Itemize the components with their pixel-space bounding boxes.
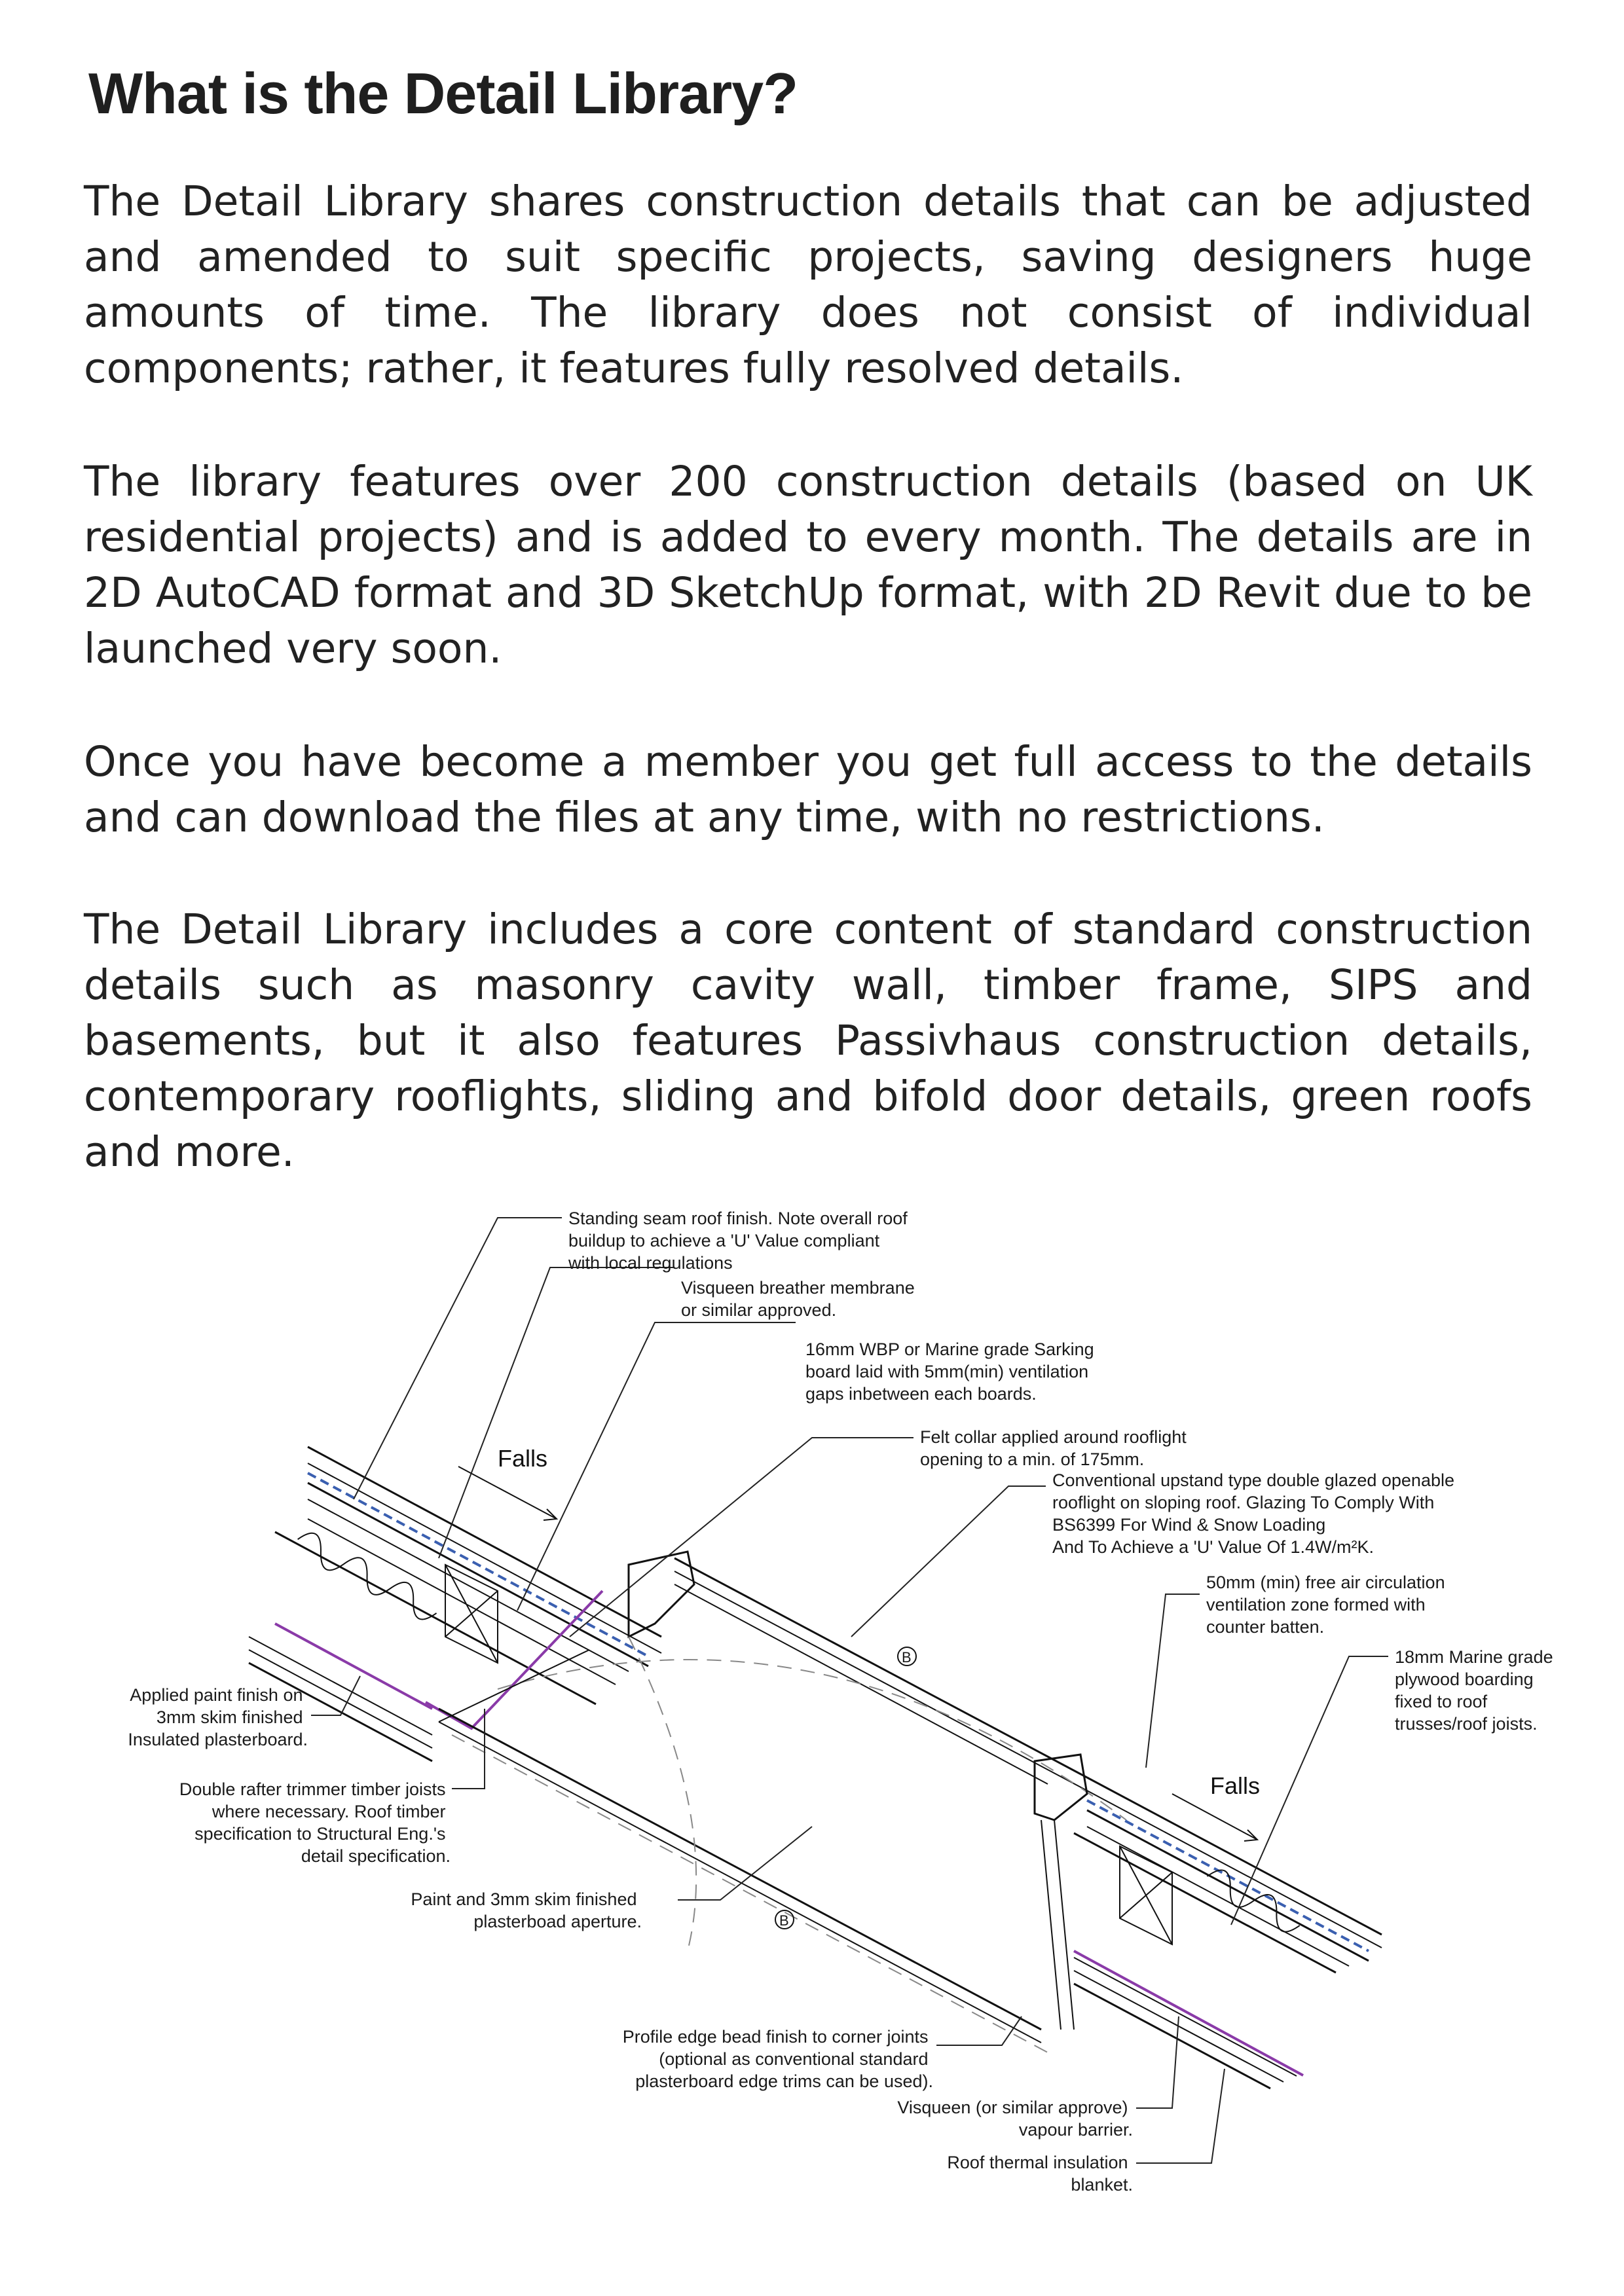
annotation-line: vapour barrier.	[1018, 2120, 1133, 2140]
page-title: What is the Detail Library?	[88, 61, 798, 126]
annotation-felt-collar	[920, 1427, 1191, 1469]
rooflight-section-drawing	[0, 1165, 1624, 2213]
leader-lines	[311, 1218, 1388, 2163]
paragraph-formats: The library features over 200 construction details (based on UK residential projects) and is added to every month. The details are in 2D AutoCAD format and 3D SketchUp format, with 2D Revit due to be launched very soon.	[84, 458, 1532, 672]
annotation-line: 3mm skim finished	[156, 1707, 303, 1727]
falls-arrow-left-icon	[458, 1467, 557, 1520]
annotation-rafter	[179, 1779, 451, 1866]
annotation-aperture	[411, 1889, 642, 1931]
annotation-line: BS6399 For Wind & Snow Loading	[1052, 1515, 1326, 1535]
falls-label-right: Falls	[1210, 1772, 1261, 1799]
annotation-edge-bead	[623, 2027, 933, 2091]
annotation-plywood	[1395, 1647, 1558, 1734]
annotation-line: specification to Structural Eng.'s	[194, 1824, 446, 1844]
annotation-line: Visqueen breather membrane	[681, 1278, 915, 1298]
annotation-line: fixed to roof	[1395, 1692, 1488, 1711]
annotation-line: trusses/roof joists.	[1395, 1714, 1538, 1734]
annotation-line: buildup to achieve a 'U' Value compliant	[568, 1231, 880, 1250]
annotation-line: Conventional upstand type double glazed openable	[1052, 1470, 1454, 1490]
annotation-line: or similar approved.	[681, 1300, 837, 1320]
annotation-line: gaps inbetween each boards.	[805, 1384, 1037, 1404]
section-marker-upper	[898, 1647, 916, 1666]
annotation-line: plasterboard edge trims can be used).	[635, 2071, 933, 2091]
annotation-line: opening to a min. of 175mm.	[920, 1449, 1145, 1469]
annotation-line: Standing seam roof finish. Note overall roof	[568, 1209, 908, 1228]
annotation-line: Felt collar applied around rooflight	[920, 1427, 1187, 1447]
falls-label-left: Falls	[498, 1445, 548, 1472]
annotation-line: And To Achieve a 'U' Value Of 1.4W/m²K.	[1052, 1537, 1375, 1557]
annotation-line: (optional as conventional standard	[659, 2049, 929, 2069]
annotation-line: Profile edge bead finish to corner joints	[622, 2027, 929, 2047]
annotation-standing-seam	[568, 1209, 912, 1273]
annotation-line: rooflight on sloping roof. Glazing To Comply With	[1052, 1493, 1435, 1512]
annotation-paint-finish	[128, 1685, 308, 1749]
annotation-line: board laid with 5mm(min) ventilation	[805, 1362, 1089, 1381]
annotation-air-circulation	[1206, 1573, 1450, 1637]
annotation-line: where necessary. Roof timber	[212, 1802, 446, 1821]
annotation-line: 16mm WBP or Marine grade Sarking	[805, 1339, 1094, 1359]
paragraph-content: The Detail Library includes a core content of standard construction details such as masonry cavity wall, timber frame, SIPS and basements, but it also features Passivhaus construction details, contemporary rooflights, sliding and bifold door details, green roofs and more.	[84, 905, 1532, 1176]
annotation-line: 50mm (min) free air circulation	[1206, 1573, 1445, 1592]
annotation-line: plasterboad aperture.	[473, 1912, 642, 1931]
section-marker-label: B	[902, 1649, 912, 1666]
annotation-line: ventilation zone formed with	[1206, 1595, 1426, 1614]
annotation-line: Double rafter trimmer timber joists	[179, 1779, 446, 1799]
annotation-breather-membrane	[681, 1278, 919, 1320]
annotation-vapour-barrier	[897, 2098, 1133, 2140]
annotation-line: Roof thermal insulation	[947, 2153, 1128, 2172]
annotation-line: counter batten.	[1206, 1617, 1325, 1637]
section-marker-label: B	[779, 1912, 789, 1929]
rooflight-opening	[439, 1552, 1126, 2052]
annotation-line: plywood boarding	[1395, 1669, 1534, 1689]
paragraph-intro: The Detail Library shares construction details that can be adjusted and amended to suit specific projects, saving designers huge amounts of time. The library does not consist of individual components; rather, it features fully resolved details.	[84, 177, 1532, 392]
section-marker-lower	[775, 1910, 794, 1929]
annotation-line: detail specification.	[301, 1846, 451, 1866]
annotation-line: blanket.	[1071, 2175, 1133, 2195]
annotation-line: Applied paint finish on	[130, 1685, 303, 1705]
annotation-line: Insulated plasterboard.	[128, 1730, 308, 1749]
annotation-line: Paint and 3mm skim finished	[411, 1889, 637, 1909]
annotation-line: Visqueen (or similar approve)	[897, 2098, 1128, 2117]
paragraph-membership: Once you have become a member you get full access to the details and can download the files at any time, with no restrictions.	[84, 738, 1532, 841]
annotation-insulation	[947, 2153, 1133, 2195]
annotation-sarking-board	[805, 1339, 1099, 1404]
falls-arrow-right-icon	[1172, 1794, 1257, 1841]
annotation-line: 18mm Marine grade	[1395, 1647, 1553, 1667]
annotation-rooflight	[1052, 1470, 1460, 1557]
annotation-line: with local regulations	[568, 1253, 733, 1273]
